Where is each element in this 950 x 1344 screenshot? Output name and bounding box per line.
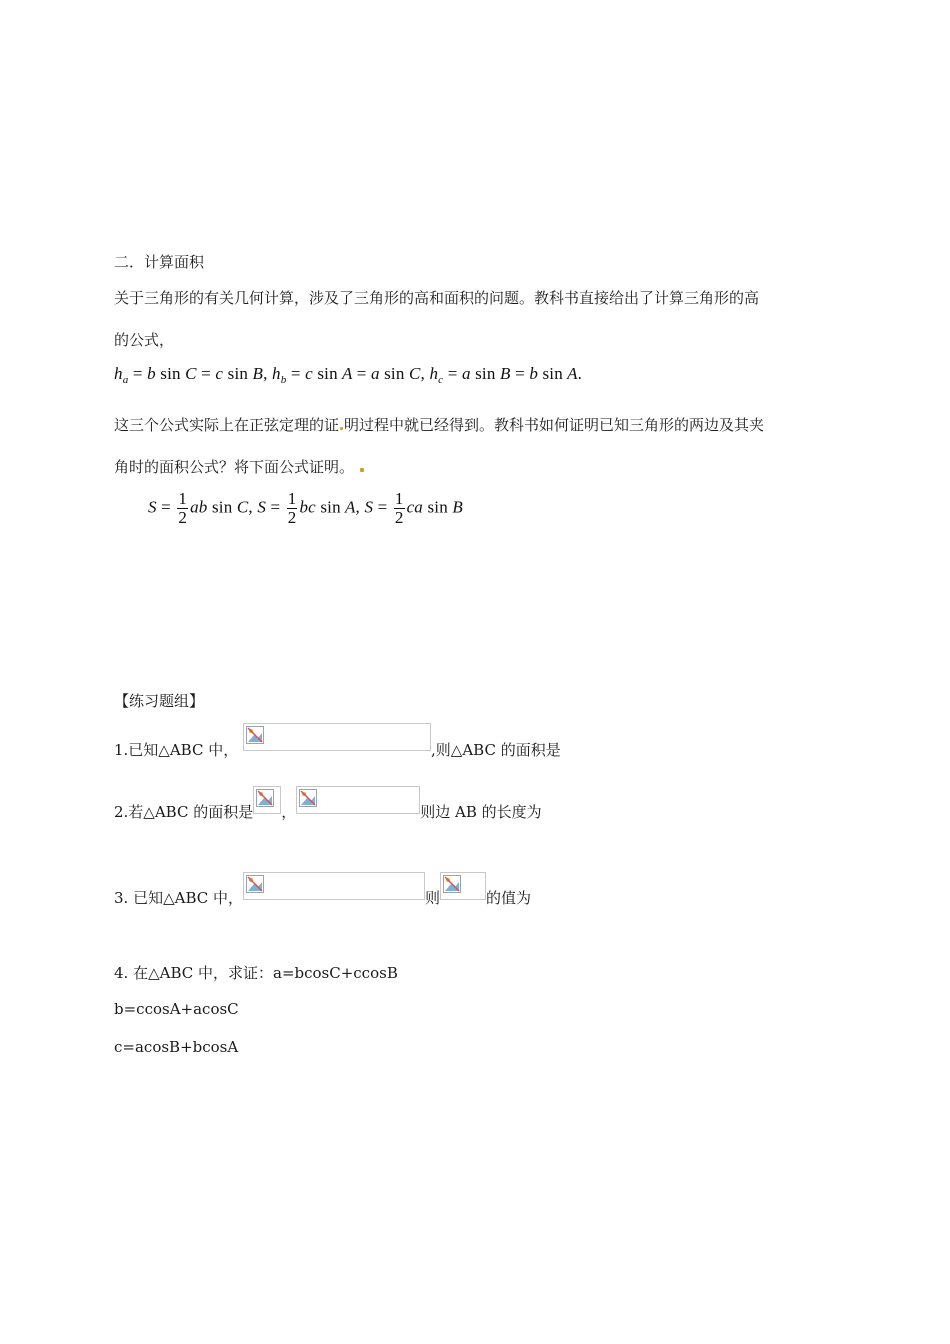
formula-image-placeholder	[253, 786, 281, 814]
exercise-text: 的值为	[486, 889, 532, 907]
broken-image-icon	[299, 789, 317, 807]
paragraph-text: 角时的面积公式？将下面公式证明。	[114, 458, 355, 476]
exercise-4-line: 4. 在△ABC 中，求证：a=bcosC+ccosB	[114, 964, 398, 982]
exercise-text: ，	[281, 803, 297, 821]
exercise-text: 则边 AB 的长度为	[420, 803, 542, 821]
exercise-3	[114, 872, 532, 907]
exercise-4-line: b=ccosA+acosC	[114, 1000, 239, 1018]
paragraph-line	[114, 415, 764, 435]
exercise-text: 1.已知△ABC 中，	[114, 741, 239, 759]
paragraph-text: 这三个公式实际上在正弦定理的证	[114, 416, 340, 434]
marker-dot	[360, 468, 364, 472]
exercise-text: 3. 已知△ABC 中，	[114, 889, 243, 907]
section-heading: 二．计算面积	[114, 253, 205, 271]
exercise-1	[114, 724, 561, 759]
height-formula: $h_a = b$ sin C = c sin B, $h_b = c$ sin A = a sin C, $h_c = a$ sin B = b sin A.	[114, 364, 583, 386]
paragraph-line: 的公式，	[114, 331, 175, 349]
broken-image-icon	[246, 875, 264, 893]
broken-image-icon	[256, 789, 274, 807]
paragraph-line: 关于三角形的有关几何计算，涉及了三角形的高和面积的问题。教科书直接给出了计算三角形的高	[114, 289, 760, 307]
paragraph-text: 明过程中就已经得到。教科书如何证明已知三角形的两边及其夹	[344, 416, 765, 434]
formula-image-placeholder	[243, 723, 431, 751]
broken-image-icon	[246, 726, 264, 744]
fraction-one-half: $\frac{1}{2}$	[287, 489, 297, 527]
exercise-2	[114, 786, 542, 821]
formula-image-placeholder	[440, 872, 486, 900]
exercises-heading: 【练习题组】	[114, 692, 205, 710]
fraction-one-half: $\frac{1}{2}$	[394, 489, 404, 527]
fraction-one-half: $\frac{1}{2}$	[178, 489, 188, 527]
formula-image-placeholder	[243, 872, 425, 900]
exercise-text: 则	[425, 889, 441, 907]
exercise-4-line: c=acosB+bcosA	[114, 1038, 239, 1056]
marker-dot	[340, 427, 343, 430]
exercise-text: ,则△ABC 的面积是	[431, 741, 561, 759]
formula-image-placeholder	[296, 786, 420, 814]
paragraph-line	[114, 457, 364, 477]
area-formula: S = $\frac{1}{2}$ ab sin C, S = $\frac{1}{2}$ bc sin A, S = $\frac{1}{2}$ ca sin B	[148, 489, 463, 527]
broken-image-icon	[443, 875, 461, 893]
exercise-text: 2.若△ABC 的面积是	[114, 803, 254, 821]
